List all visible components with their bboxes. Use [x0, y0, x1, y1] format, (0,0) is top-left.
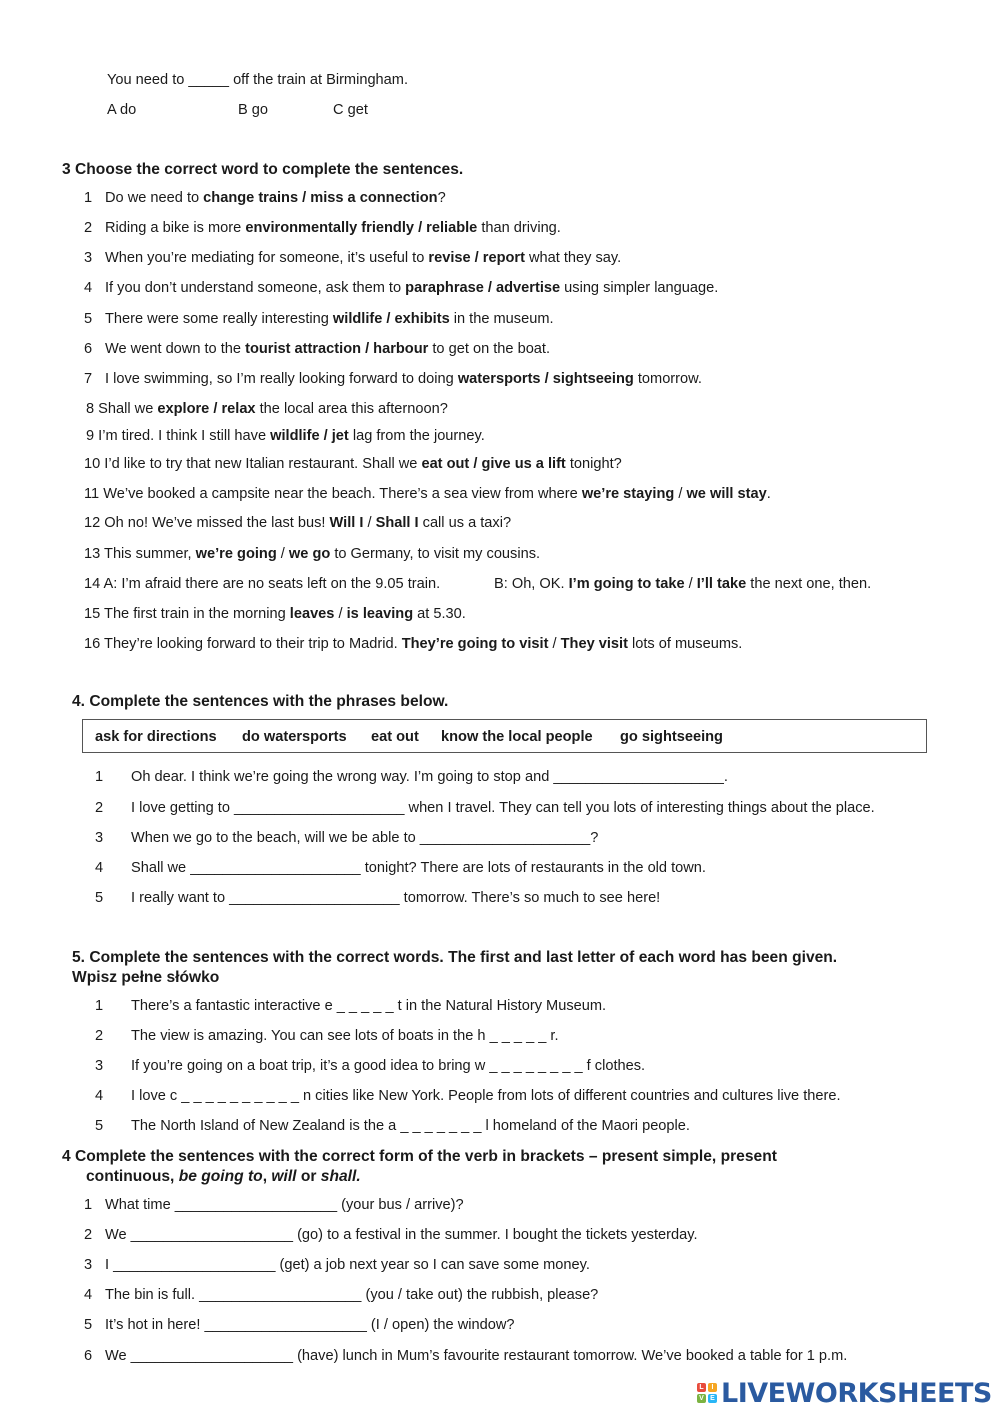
- list-item: 4 If you don’t understand someone, ask them to paraphrase / advertise using simpler language.: [84, 280, 719, 296]
- list-item: 4 I love c _ _ _ _ _ _ _ _ _ _ n cities like New York. People from lots of different countries and cultures live there.: [95, 1088, 841, 1104]
- phrase: eat out: [371, 729, 419, 745]
- list-item: 5 The North Island of New Zealand is the a _ _ _ _ _ _ _ l homeland of the Maori people.: [95, 1118, 690, 1134]
- list-item: 7 I love swimming, so I’m really looking forward to doing watersports / sightseeing tomorrow.: [84, 371, 702, 387]
- list-item: 1 There’s a fantastic interactive e _ _ _ _ _ t in the Natural History Museum.: [95, 998, 607, 1014]
- list-item: 5 I really want to _____________________ tomorrow. There’s so much to see here!: [95, 890, 661, 906]
- list-item: 5 It’s hot in here! ____________________ (I / open) the window?: [84, 1317, 515, 1333]
- list-item: 3 When we go to the beach, will we be able to _____________________?: [95, 830, 599, 846]
- list-item: 2 I love getting to _____________________ when I travel. They can tell you lots of interesting things about the place.: [95, 800, 875, 816]
- liveworksheets-logo[interactable]: [697, 1376, 992, 1410]
- phrase: do watersports: [242, 729, 347, 745]
- section-4-title: 4. Complete the sentences with the phrases below.: [72, 693, 449, 710]
- list-item: 1 What time ____________________ (your bus / arrive)?: [84, 1197, 464, 1213]
- section-6-title: 4 Complete the sentences with the correct form of the verb in brackets – present simple, present: [62, 1148, 777, 1165]
- list-item: 16 They’re looking forward to their trip to Madrid. They’re going to visit / They visit lots of museums.: [84, 636, 743, 652]
- section-3-title: 3 Choose the correct word to complete the sentences.: [62, 161, 464, 178]
- list-item: 12 Oh no! We’ve missed the last bus! Will I / Shall I call us a taxi?: [84, 515, 512, 531]
- top-question: You need to _____ off the train at Birmingham.: [107, 72, 409, 88]
- section-6-title-line2: continuous, be going to, will or shall.: [86, 1168, 361, 1185]
- list-item: 5 There were some really interesting wildlife / exhibits in the museum.: [84, 311, 554, 327]
- phrase: ask for directions: [95, 729, 217, 745]
- phrase: know the local people: [441, 729, 593, 745]
- list-item: 4 Shall we _____________________ tonight? There are lots of restaurants in the old town.: [95, 860, 706, 876]
- option-b: B go: [238, 102, 269, 118]
- logo-text: LIVEWORKSHEETS: [721, 1377, 992, 1409]
- list-item: 2 Riding a bike is more environmentally friendly / reliable than driving.: [84, 220, 561, 236]
- list-item: 15 The first train in the morning leaves / is leaving at 5.30.: [84, 606, 466, 622]
- list-item: 3 If you’re going on a boat trip, it’s a good idea to bring w _ _ _ _ _ _ _ _ f clothes.: [95, 1058, 646, 1074]
- phrase-box: [82, 719, 927, 753]
- section-5-subtitle: Wpisz pełne słówko: [72, 969, 220, 986]
- list-item: 11 We’ve booked a campsite near the beach. There’s a sea view from where we’re staying / we will stay.: [84, 486, 771, 502]
- list-item: 3 I ____________________ (get) a job next year so I can save some money.: [84, 1257, 590, 1273]
- list-item: 2 The view is amazing. You can see lots of boats in the h _ _ _ _ _ r.: [95, 1028, 559, 1044]
- option-c: C get: [333, 102, 368, 118]
- phrase: go sightseeing: [620, 729, 723, 745]
- list-item: B: Oh, OK. I’m going to take / I’ll take the next one, then.: [494, 576, 872, 592]
- list-item: 13 This summer, we’re going / we go to Germany, to visit my cousins.: [84, 546, 541, 562]
- list-item: 3 When you’re mediating for someone, it’s useful to revise / report what they say.: [84, 250, 622, 266]
- list-item: 10 I’d like to try that new Italian restaurant. Shall we eat out / give us a lift tonight?: [84, 456, 622, 472]
- list-item: 14 A: I’m afraid there are no seats left on the 9.05 train.: [84, 576, 441, 592]
- liveworksheets-icon: L I V E: [697, 1383, 717, 1403]
- option-a: A do: [107, 102, 137, 118]
- list-item: 6 We went down to the tourist attraction / harbour to get on the boat.: [84, 341, 551, 357]
- list-item: 4 The bin is full. ____________________ (you / take out) the rubbish, please?: [84, 1287, 599, 1303]
- list-item: 6 We ____________________ (have) lunch in Mum’s favourite restaurant tomorrow. We’ve booked a table for 1 p.m.: [84, 1348, 848, 1364]
- list-item: 1 Oh dear. I think we’re going the wrong way. I’m going to stop and _____________________.: [95, 769, 728, 785]
- section-5-title: 5. Complete the sentences with the correct words. The first and last letter of each word has been given.: [72, 949, 838, 966]
- list-item: 9 I’m tired. I think I still have wildlife / jet lag from the journey.: [86, 428, 485, 444]
- list-item: 8 Shall we explore / relax the local area this afternoon?: [86, 401, 448, 417]
- list-item: 1 Do we need to change trains / miss a connection?: [84, 190, 446, 206]
- list-item: 2 We ____________________ (go) to a festival in the summer. I bought the tickets yesterday.: [84, 1227, 698, 1243]
